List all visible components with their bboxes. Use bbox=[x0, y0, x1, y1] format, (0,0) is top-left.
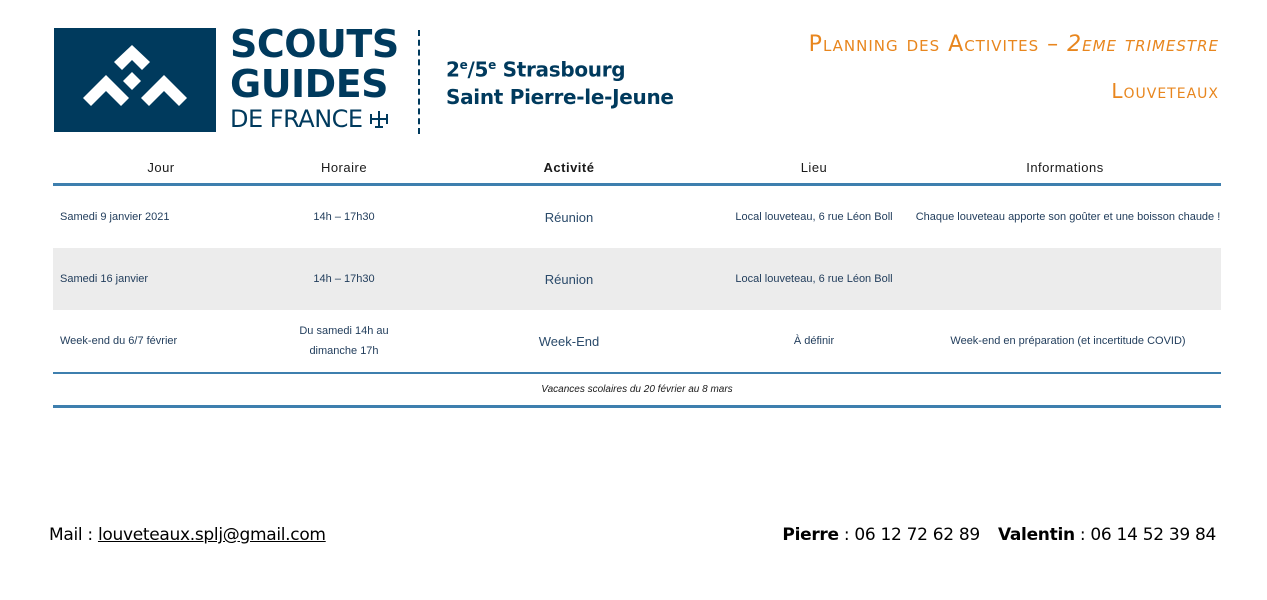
page-title-block bbox=[809, 32, 1219, 103]
logo-divider bbox=[418, 30, 420, 134]
header-informations: Informations bbox=[1026, 160, 1104, 175]
table-row bbox=[53, 310, 1221, 372]
group-name-line1: 2e/5e Strasbourg bbox=[446, 57, 626, 82]
logo-wordmark bbox=[230, 24, 399, 134]
cell-lieu: À définir bbox=[793, 335, 835, 347]
table-header bbox=[53, 152, 1221, 186]
cell-horaire: Du samedi 14h au dimanche 17h bbox=[299, 325, 389, 357]
cell-jour: Samedi 16 janvier bbox=[60, 273, 149, 285]
cell-lieu: Local louveteau, 6 rue Léon Boll bbox=[735, 273, 893, 285]
cell-jour: Samedi 9 janvier 2021 bbox=[60, 211, 170, 223]
header-jour: Jour bbox=[147, 160, 175, 175]
cell-horaire: 14h – 17h30 bbox=[313, 211, 375, 223]
vacances-note: Vacances scolaires du 20 février au 8 mars bbox=[53, 372, 1221, 408]
cell-horaire: 14h – 17h30 bbox=[313, 273, 375, 285]
header-activite: Activité bbox=[543, 160, 595, 175]
mail-link[interactable]: louveteaux.splj@gmail.com bbox=[97, 525, 326, 545]
header-lieu: Lieu bbox=[800, 160, 828, 175]
activities-table bbox=[53, 152, 1221, 408]
logo-line-scouts: SCOUTS bbox=[230, 22, 399, 66]
cell-informations: Chaque louveteau apporte son goûter et une boisson chaude ! bbox=[915, 211, 1221, 223]
logo-line-france bbox=[230, 104, 399, 134]
page-title: Planning des Activites – 2eme trimestre bbox=[808, 32, 1219, 57]
cell-lieu: Local louveteau, 6 rue Léon Boll bbox=[735, 211, 893, 223]
cell-jour: Week-end du 6/7 février bbox=[60, 335, 178, 347]
table-row bbox=[53, 186, 1221, 248]
logo-mark bbox=[54, 28, 216, 132]
group-name bbox=[446, 52, 674, 111]
group-name-line2: Saint Pierre-le-Jeune bbox=[446, 84, 674, 109]
page-subtitle: Louveteaux bbox=[1111, 79, 1219, 103]
contact-valentin: Valentin : 06 14 52 39 84 bbox=[997, 525, 1216, 545]
mail-label: Mail : bbox=[49, 525, 98, 545]
header-horaire: Horaire bbox=[320, 160, 368, 175]
cell-informations: Week-end en préparation (et incertitude COVID) bbox=[950, 335, 1186, 347]
logo-line-guides: GUIDES bbox=[230, 62, 389, 106]
scout-cross-icon bbox=[369, 109, 389, 129]
footer-contacts bbox=[782, 525, 1216, 545]
table-row bbox=[53, 248, 1221, 310]
cell-activite: Réunion bbox=[544, 209, 594, 225]
footer-mail bbox=[49, 525, 326, 545]
cell-activite: Week-End bbox=[538, 333, 600, 349]
logo-line-france-text: DE FRANCE bbox=[230, 105, 363, 133]
scouts-logo-icon bbox=[54, 28, 216, 132]
contact-pierre: Pierre : 06 12 72 62 89 bbox=[782, 525, 980, 545]
cell-activite: Réunion bbox=[544, 271, 594, 287]
